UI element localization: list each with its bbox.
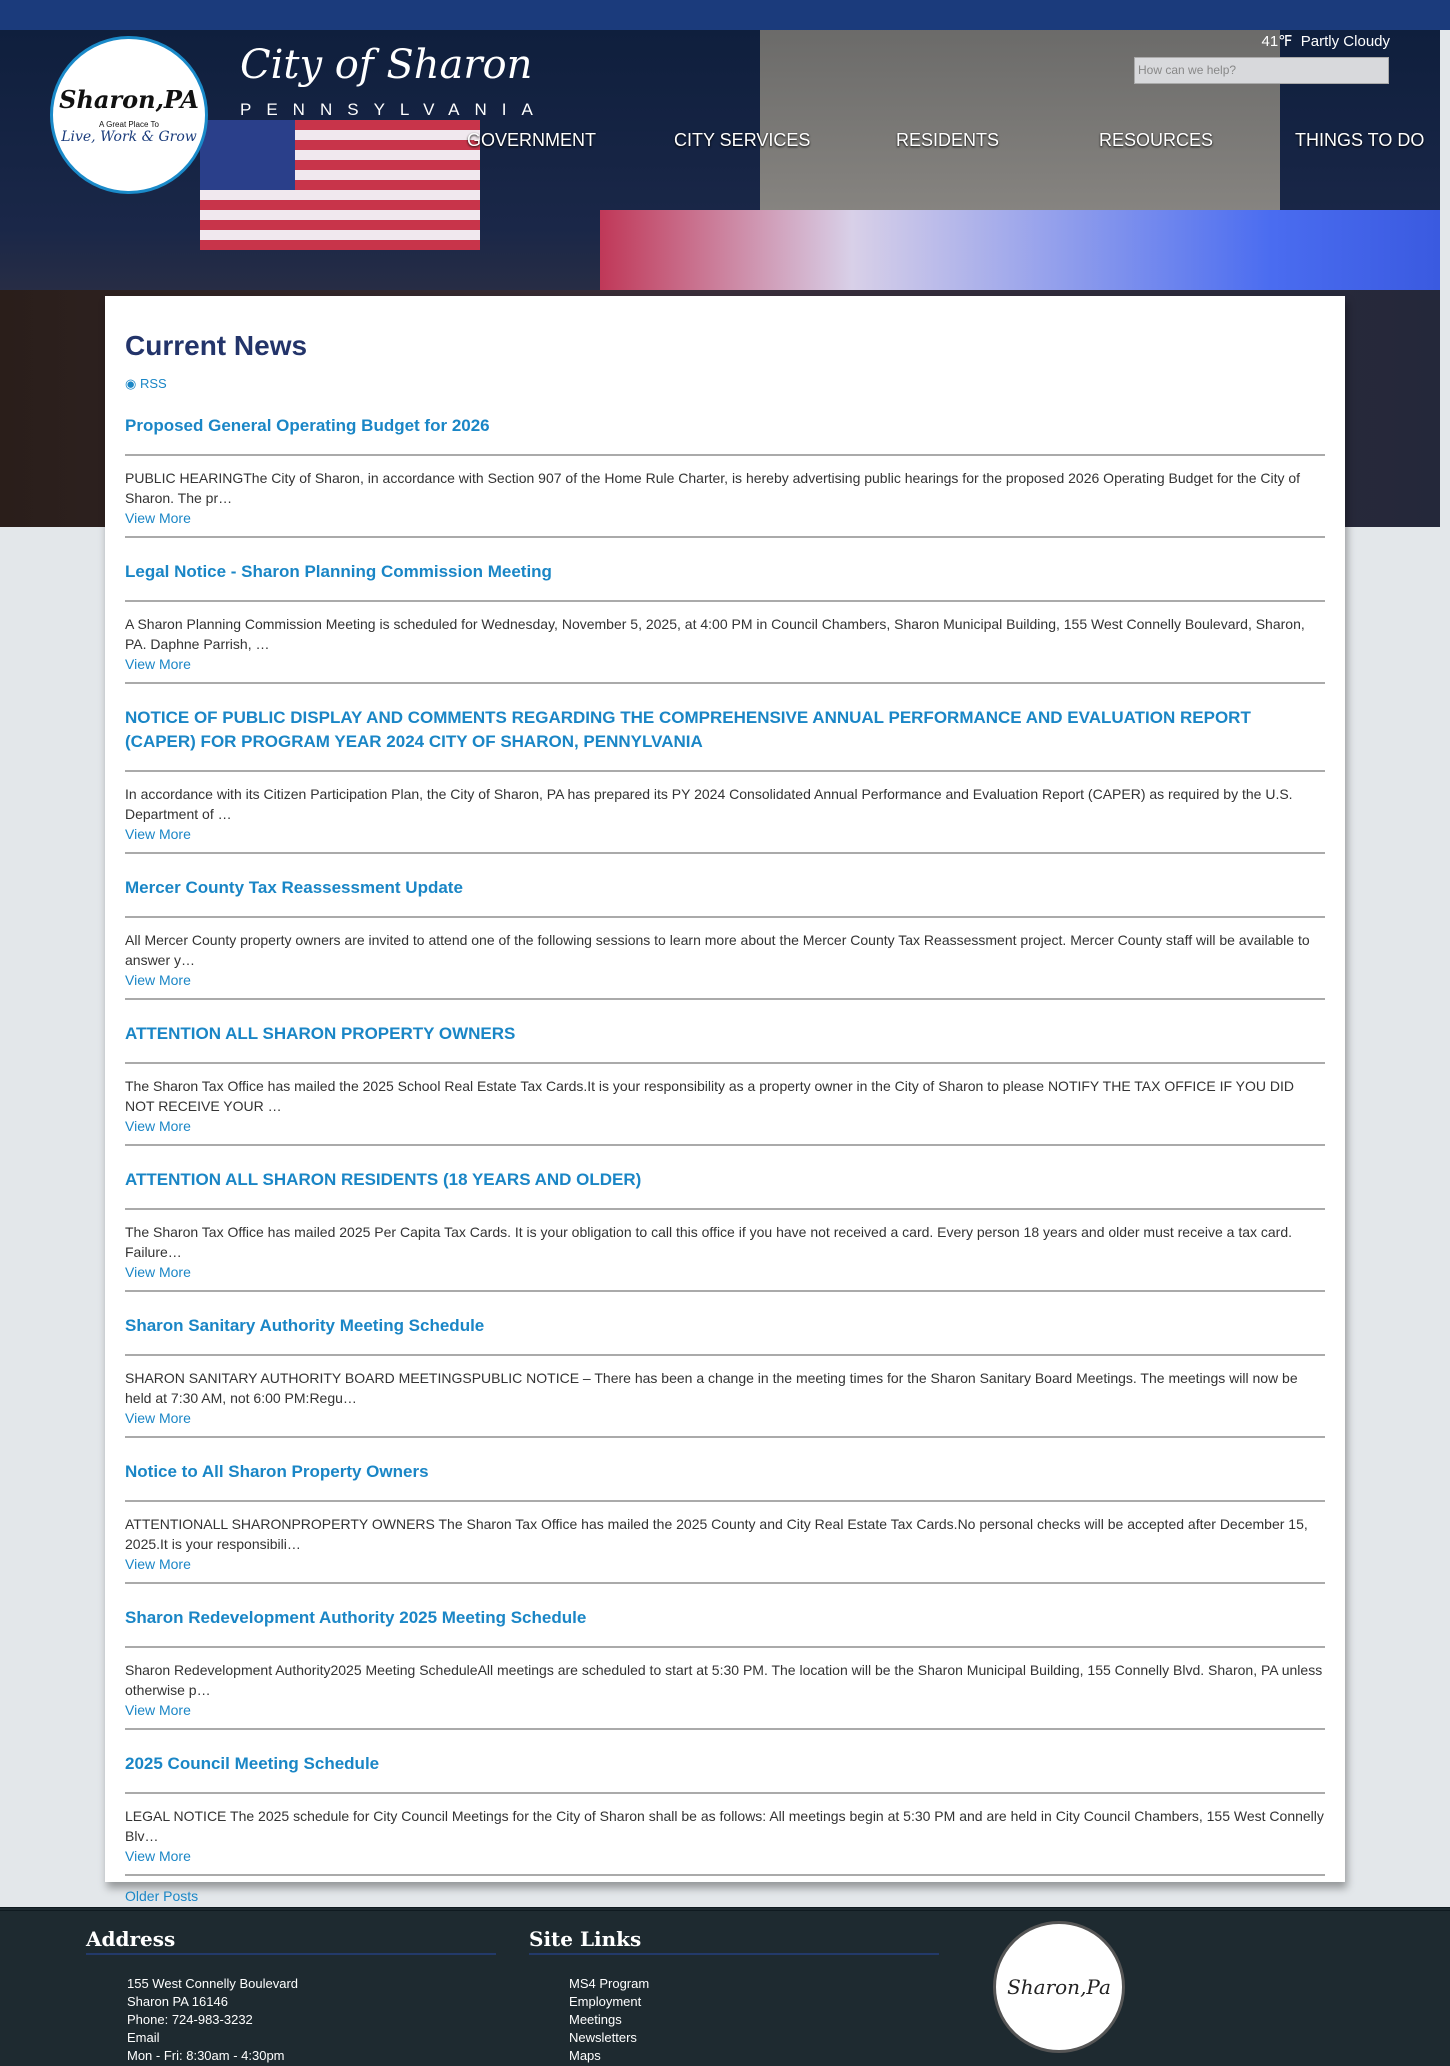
page-title: Current News	[125, 330, 308, 361]
view-more-link[interactable]: View More	[125, 972, 191, 988]
top-bar	[0, 0, 1450, 30]
divider	[125, 1436, 1325, 1438]
view-more-link[interactable]: View More	[125, 1848, 191, 1864]
news-title-link[interactable]: ATTENTION ALL SHARON PROPERTY OWNERS	[125, 1024, 516, 1043]
news-item	[125, 1460, 1325, 1584]
view-more-link[interactable]: View More	[125, 1702, 191, 1718]
weather-temp: 41℉	[1261, 33, 1293, 50]
site-logo[interactable]	[50, 36, 208, 194]
divider	[125, 1874, 1325, 1876]
divider	[125, 1290, 1325, 1292]
news-excerpt: All Mercer County property owners are invited to attend one of the following sessions to learn more about the Mercer County Tax Reassessment project. Mercer County staff will be available to answer y…	[125, 932, 1310, 968]
footer-logo	[993, 1921, 1125, 2053]
divider	[125, 998, 1325, 1000]
footer-link[interactable]: Maps	[569, 2048, 601, 2063]
hero-bridge	[600, 210, 1440, 290]
logo-tagline: A Great Place To	[99, 120, 159, 129]
news-excerpt: ATTENTIONALL SHARONPROPERTY OWNERS The Sharon Tax Office has mailed the 2025 County and City Real Estate Tax Cards.No personal checks will be accepted after December 15, 2025.It is your responsibili…	[125, 1516, 1308, 1552]
news-excerpt: The Sharon Tax Office has mailed 2025 Per Capita Tax Cards. It is your obligation to call this office if you have not received a card. Every person 18 years and older must receive a tax card. Failure…	[125, 1224, 1293, 1260]
divider	[125, 1792, 1325, 1794]
site-state: PENNSYLVANIA	[240, 100, 548, 119]
footer	[0, 1907, 1450, 2066]
footer-links	[569, 1975, 649, 2065]
divider	[125, 600, 1325, 602]
footer-links-title: Site Links	[529, 1927, 939, 1955]
nav-residents[interactable]: RESIDENTS	[896, 130, 1000, 150]
view-more-link[interactable]: View More	[125, 826, 191, 842]
rss-label: RSS	[139, 376, 167, 391]
footer-link[interactable]: MS4 Program	[569, 1976, 650, 1991]
address-phone: Phone: 724-983-3232	[127, 2012, 253, 2027]
news-item	[125, 876, 1325, 1000]
divider	[125, 1144, 1325, 1146]
news-excerpt: PUBLIC HEARINGThe City of Sharon, in accordance with Section 907 of the Home Rule Charter, is hereby advertising public hearings for the proposed 2026 Operating Budget for the City of Sharon. The pr…	[125, 470, 1301, 506]
news-title-link[interactable]: Notice to All Sharon Property Owners	[125, 1462, 429, 1481]
news-title-link[interactable]: 2025 Council Meeting Schedule	[125, 1754, 380, 1773]
view-more-link[interactable]: View More	[125, 1410, 191, 1426]
divider	[125, 770, 1325, 772]
view-more-link[interactable]: View More	[125, 1264, 191, 1280]
logo-motto: Live, Work & Grow	[61, 129, 197, 145]
weather-desc: Partly Cloudy	[1300, 33, 1390, 50]
address-street: 155 West Connelly Boulevard	[127, 1976, 299, 1991]
divider	[125, 682, 1325, 684]
rss-icon: ◉	[125, 376, 137, 391]
news-excerpt: The Sharon Tax Office has mailed the 2025 School Real Estate Tax Cards.It is your responsibility as a property owner in the City of Sharon to please NOTIFY THE TAX OFFICE IF YOU DID NOT RECEIVE YOUR …	[125, 1078, 1295, 1114]
news-excerpt: Sharon Redevelopment Authority2025 Meeting ScheduleAll meetings are scheduled to start at 5:30 PM. The location will be the Sharon Municipal Building, 155 Connelly Blvd. Sharon, PA unless otherwise p…	[125, 1662, 1323, 1698]
view-more-link[interactable]: View More	[125, 1556, 191, 1572]
logo-text: Sharon,PA	[59, 85, 199, 114]
address-email-link[interactable]: Email	[127, 2030, 160, 2045]
news-excerpt: SHARON SANITARY AUTHORITY BOARD MEETINGSPUBLIC NOTICE – There has been a change in the meeting times for the Sharon Sanitary Board Meetings. The meetings will now be held at 7:30 AM, not 6:00 PM:Regu…	[125, 1370, 1298, 1406]
divider	[125, 536, 1325, 538]
news-title-link[interactable]: Legal Notice - Sharon Planning Commission Meeting	[125, 562, 552, 581]
divider	[125, 1062, 1325, 1064]
news-item	[125, 560, 1325, 684]
nav-resources[interactable]: RESOURCES	[1099, 130, 1214, 150]
news-title-link[interactable]: NOTICE OF PUBLIC DISPLAY AND COMMENTS REGARDING THE COMPREHENSIVE ANNUAL PERFORMANCE AND EVALUATION REPORT (CAPER) FOR PROGRAM YEAR 2024 CITY OF SHARON, PENNYLVANIA	[125, 708, 1251, 751]
address-hours: Mon - Fri: 8:30am - 4:30pm	[127, 2048, 285, 2063]
rss-link[interactable]	[125, 376, 1325, 392]
search-input[interactable]: How can we help?	[1134, 57, 1389, 84]
address-city: Sharon PA 16146	[127, 1994, 228, 2009]
footer-logo-text: Sharon,Pa	[1007, 1975, 1111, 1999]
news-item	[125, 706, 1325, 854]
weather	[1261, 32, 1390, 50]
nav-city-services[interactable]: CITY SERVICES	[674, 130, 811, 150]
news-title-link[interactable]: ATTENTION ALL SHARON RESIDENTS (18 YEARS AND OLDER)	[125, 1170, 642, 1189]
divider	[125, 1728, 1325, 1730]
divider	[125, 1646, 1325, 1648]
view-more-link[interactable]: View More	[125, 656, 191, 672]
article-list	[125, 414, 1325, 1876]
hero-flag	[200, 120, 480, 250]
nav-government[interactable]: GOVERNMENT	[467, 130, 597, 150]
news-title-link[interactable]: Sharon Sanitary Authority Meeting Schedule	[125, 1316, 485, 1335]
footer-link[interactable]: Meetings	[569, 2012, 622, 2027]
divider	[125, 1208, 1325, 1210]
news-title-link[interactable]: Sharon Redevelopment Authority 2025 Meeting Schedule	[125, 1608, 587, 1627]
site-name[interactable]: City of Sharon	[240, 42, 533, 88]
news-card	[105, 296, 1345, 1904]
divider	[125, 1582, 1325, 1584]
divider	[125, 1500, 1325, 1502]
older-posts-link[interactable]: Older Posts	[125, 1888, 199, 1904]
divider	[125, 916, 1325, 918]
divider	[125, 852, 1325, 854]
news-item	[125, 1606, 1325, 1730]
news-item	[125, 1168, 1325, 1292]
news-item	[125, 414, 1325, 538]
footer-address-title: Address	[86, 1927, 496, 1955]
nav-things-to-do[interactable]: THINGS TO DO	[1295, 130, 1425, 150]
view-more-link[interactable]: View More	[125, 510, 191, 526]
news-excerpt: LEGAL NOTICE The 2025 schedule for City Council Meetings for the City of Sharon shall be as follows: All meetings begin at 5:30 PM and are held in City Council Chambers, 155 West Connelly Blv…	[125, 1808, 1324, 1844]
divider	[125, 1354, 1325, 1356]
footer-link[interactable]: Newsletters	[569, 2030, 637, 2045]
news-item	[125, 1314, 1325, 1438]
news-item	[125, 1752, 1325, 1876]
news-excerpt: A Sharon Planning Commission Meeting is scheduled for Wednesday, November 5, 2025, at 4:00 PM in Council Chambers, Sharon Municipal Building, 155 West Connelly Boulevard, Sharon, PA. Daphne Parrish, …	[125, 616, 1305, 652]
divider	[125, 454, 1325, 456]
footer-address	[127, 1975, 298, 2065]
news-title-link[interactable]: Mercer County Tax Reassessment Update	[125, 878, 463, 897]
news-item	[125, 1022, 1325, 1146]
news-excerpt: In accordance with its Citizen Participation Plan, the City of Sharon, PA has prepared its PY 2024 Consolidated Annual Performance and Evaluation Report (CAPER) as required by the U.S. Department of …	[125, 786, 1293, 822]
view-more-link[interactable]: View More	[125, 1118, 191, 1134]
footer-link[interactable]: Employment	[569, 1994, 642, 2009]
news-title-link[interactable]: Proposed General Operating Budget for 2026	[125, 416, 490, 435]
